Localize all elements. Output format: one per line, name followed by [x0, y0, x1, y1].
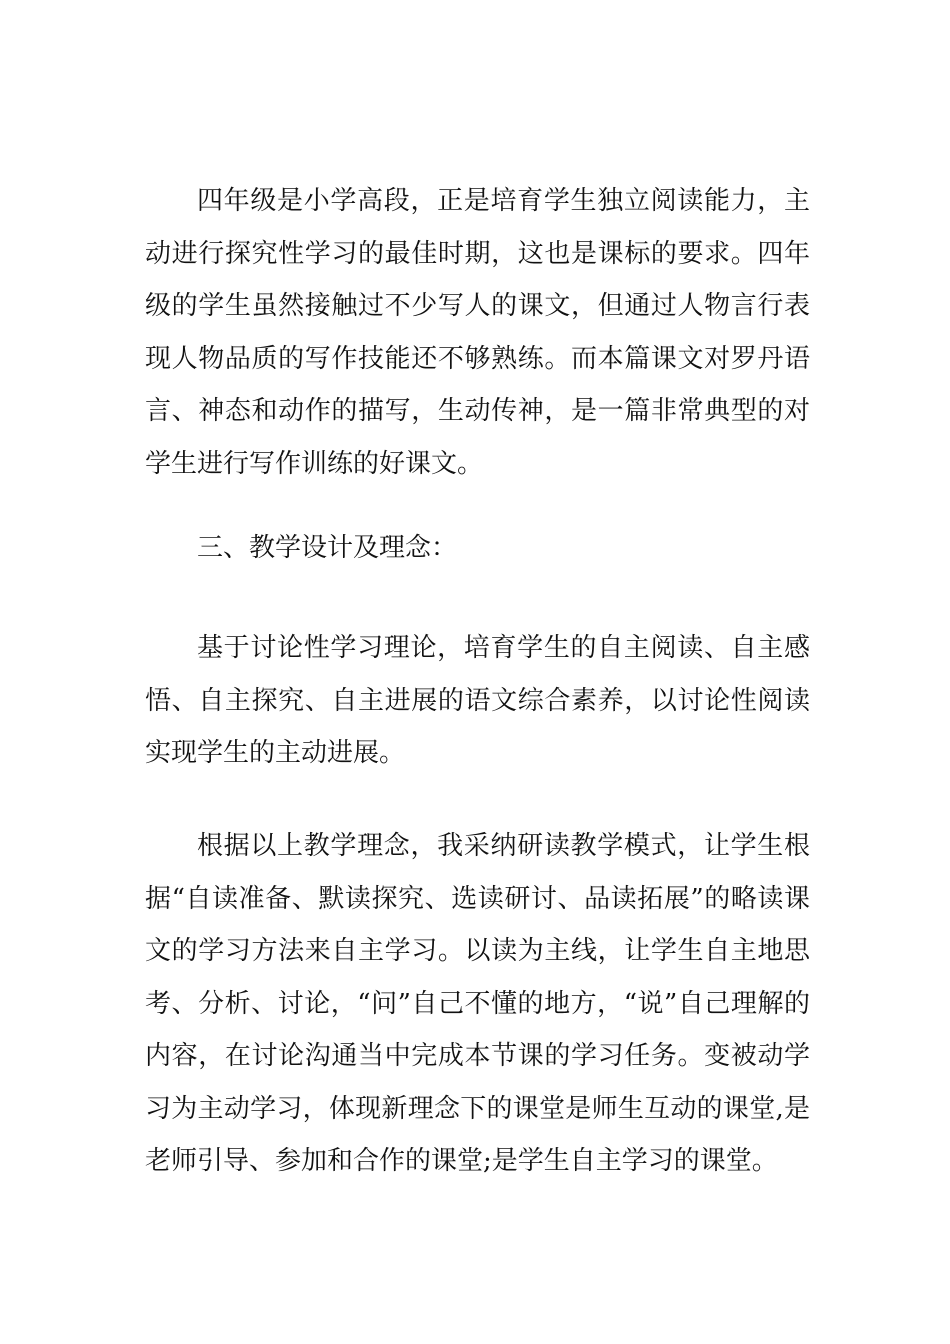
paragraph-teaching-theory: 基于讨论性学习理论，培育学生的自主阅读、自主感悟、自主探究、自主进展的语文综合素养，以讨论性阅读实现学生的主动进展。 [145, 633, 810, 768]
paragraph-teaching-method: 根据以上教学理念，我采纳研读教学模式，让学生根据“自读准备、默读探究、选读研讨、品读拓展”的略读课文的学习方法来自主学习。以读为主线，让学生自主地思考、分析、讨论，“问”自己不懂的地方，“说”自己理解的内容，在讨论沟通当中完成本节课的学习任务。变被动学习为主动学习，体现新理念下的课堂是师生互动的课堂,是老师引导、参加和合作的课堂;是学生自主学习的课堂。 [145, 831, 810, 1176]
paragraph-grade-analysis: 四年级是小学高段，正是培育学生独立阅读能力，主动进行探究性学习的最佳时期，这也是课标的要求。四年级的学生虽然接触过不少写人的课文，但通过人物言行表现人物品质的写作技能还不够熟练。而本篇课文对罗丹语言、神态和动作的描写，生动传神，是一篇非常典型的对学生进行写作训练的好课文。 [145, 186, 810, 479]
section-heading-teaching-design: 三、教学设计及理念： [197, 533, 458, 563]
